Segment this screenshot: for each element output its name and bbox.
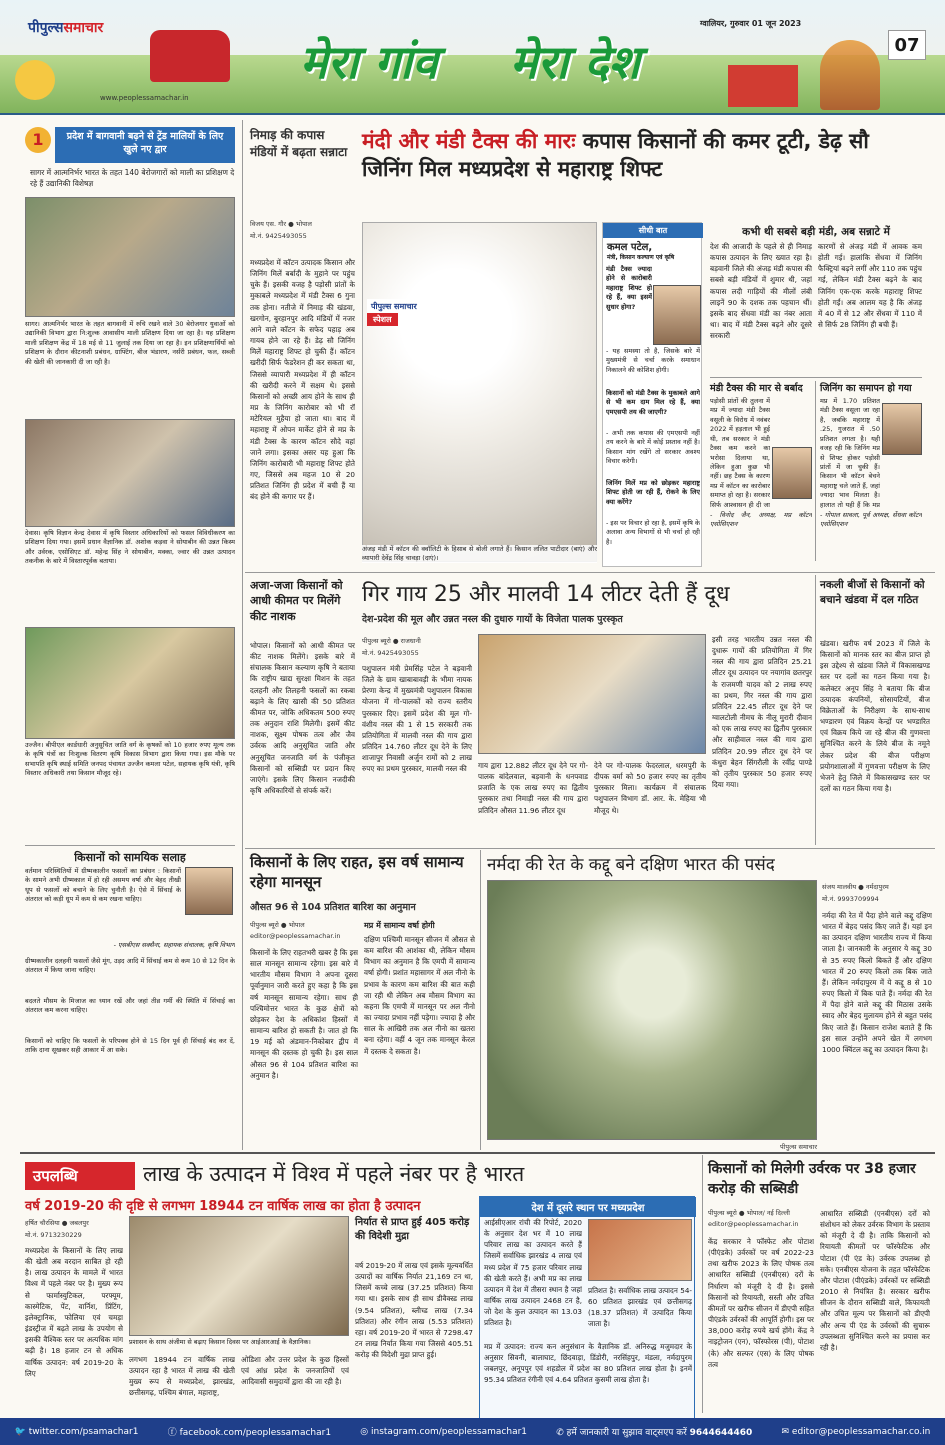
interview-answer: - अभी तक कपास की एमएसपी नहीं तय करने के बारे में कोई प्रस्ताव नहीं है। किसान मांग रखेंगे तो सरकार अवश्य विचार करेगी। <box>606 429 700 466</box>
nimad-mobile: मो.नं. 9425493055 <box>250 232 307 240</box>
twitter-link[interactable]: 🐦 twitter.com/psamachar1 <box>14 1426 139 1437</box>
cow-col2: गाय द्वारा 12.882 लीटर दूध देने पर गो-पालक बांदेलवाल, बड़वानी के धनपवाड प्रजाति के एक लाख रुपए का द्वितीय पुरस्कार तथा निमाड़ी नस्ल की गाय द्वारा प्रतिदिन औसत 11.96 लीटर दूध <box>478 761 588 815</box>
minister-mugshot <box>653 285 701 345</box>
cotton-mandi-photo <box>362 222 597 562</box>
lac-scientists-photo <box>129 1216 349 1336</box>
fertilizer-byline: पीपुल्स ब्यूरो ● भोपाल/ नई दिल्ली <box>708 1209 790 1217</box>
lead-headline-red: मंदी और मंडी टैक्स की मारः <box>362 129 576 153</box>
seed-fraud-body: खंडवा। खरीफ वर्ष 2023 में जिले के किसानों को मानक स्तर का बीज प्राप्त हो इस उद्देश्य से खंडवा जिले में विकासखण्ड स्तर पर दलों का गठन किया गया है। कलेक्टर अनूप सिंह ने बताया कि बीज उत्पादक कंपनियों, सोसायटियों, बीज विक्रेताओं के निरीक्षण के साथ-साथ भण्डारण एवं विक्रय केन्द्रों पर भण्डारित एवं विक्रय किये जा रहे बीज की गुणवत्ता सुनिश्चित करने के लिये बीज के नमूने लेकर प्रदेश की बीज परीक्षण प्रयोगशालाओं में गुणवत्ता परीक्षण के लिए भेजने हेतु जिले में विकासखण्ड स्तर पर दलों का गठन किया गया है। <box>820 639 930 794</box>
seed-fraud-headline: नकली बीजों से किसानों को बचाने खंडवा में दल गठित <box>820 579 925 606</box>
box2-title: जिनिंग का समापन हो गया <box>820 383 912 394</box>
cow-deck: देश-प्रदेश की मूल और उन्नत नस्ल की दुधारु गायों के विजेता पालक पुरस्कृत <box>362 614 623 625</box>
instagram-icon: ◎ <box>360 1426 371 1437</box>
photo-badge-brand: पीपुल्स समाचार <box>371 302 417 311</box>
advice-title: किसानों को सामयिक सलाह <box>74 851 186 864</box>
monsoon-subhead: मप्र में सामान्य वर्षा होगी <box>364 921 435 930</box>
facebook-link[interactable]: ⓕ facebook.com/peoplessamachar1 <box>167 1428 332 1438</box>
box2-body: मप्र में 1.70 प्रतिशत मंडी टैक्स वसूला जा रहा है, जबकि महाराष्ट्र में .25, गुजरात में .50 प्रतिशत लगता है। यही वजह रही कि जिनिंग मप्र से शिफ्ट होकर पड़ोसी प्रांतों में जा चुकी हैं। किसान भी कॉटन बेचने महाराष्ट्र चले जाते हैं, जहां ज्यादा भाव मिलता है। हालात तो यही हैं कि मप्र <box>820 397 880 509</box>
mp-ranking-title: देश में दूसरे स्थान पर मध्यप्रदेश <box>480 1197 696 1217</box>
cow-col4: इसी तरह भारतीय उन्नत नस्ल की दुधारू गायों की प्रतियोगिता में गिर नस्ल की गाय द्वारा प्रतिदिन 25.21 लीटर दूध उत्पादन पर नयागांव छतरपुर के राजमणी यादव को 2 लाख रुपए का प्रथम, गिर नस्ल की गाय द्वारा प्रतिदिन 22.45 लीटर दूध देने पर ग्वालटोली नीमच के नीलू मुरारी दीवान को एक लाख रुपए का द्वितीय पुरस्कार और साहीवाल नस्ल की गाय द्वारा प्रतिदिन 20.99 लीटर दूध देने पर कंधुरा बेहन सिंगरौली के रवींद्र पाण्डे को तृतीय पुरस्कार 50 हजार रुपए दिया गया। <box>712 635 812 790</box>
box2-credit: - गोपाल सावला, पूर्व अध्यक्ष, सेंधवा कॉटन एसोसिएशन <box>820 511 922 529</box>
cow-byline: पीपुल्स ब्यूरो ● राजधानी <box>362 637 421 645</box>
fertilizer-headline: किसानों को मिलेगी उर्वरक पर 38 हजार करोड़ की सब्सिडी <box>708 1161 916 1197</box>
export-subhead: निर्यात से प्राप्त हुई 405 करोड़ की विदेशी मुद्रा <box>355 1217 470 1242</box>
lac-byline: हर्षित चौरसिया ● जबलपुर <box>25 1219 89 1227</box>
photo-badge-tag: स्पेशल <box>367 313 398 326</box>
fertilizer-email[interactable]: editor@peoplessamachar.in <box>708 1220 799 1228</box>
box1-credit: - विनोद जैन, अध्यक्ष, मप्र कॉटन एसोसिएशन <box>710 511 812 529</box>
devas-training-photo <box>25 419 235 527</box>
tractor-illustration <box>150 30 230 82</box>
monsoon-deck: औसत 96 से 104 प्रतिशत बारिश का अनुमान <box>250 902 416 913</box>
barn-illustration <box>728 65 798 107</box>
mp-production-note: मप्र में उत्पादन: राज्य कन अनुसंधान के वैज्ञानिक डॉ. अनिरुद्ध मजुमदार के अनुसार सिवनी, बालाघाट, छिंदवाड़ा, डिंडोरी, नरसिंहपुर, मंडला, नर्मदापुरम जबलपुर, अनूपपुर एवं शहडोल में प्रदेश का 80 प्रतिशत लाख होता है। इनमें 95.34 प्रतिशत रंगीनी एवं 4.64 प्रतिशत कुसमी लाख होता है। <box>484 1342 692 1385</box>
gardening-trainees-photo <box>25 197 235 317</box>
mp-ranking-body2: प्रतिशत है। सर्वाधिक लाख उत्पादन 54-60 प्रतिशत झारखंड एवं छत्तीसगढ़ (18.37 प्रतिशत) में उत्पादित किया जाता है। <box>588 1286 692 1329</box>
lac-deck: वर्ष 2019-20 की दृष्टि से लगभग 18944 टन वार्षिक लाख का होता है उत्पादन <box>25 1199 421 1214</box>
lac-headline: लाख के उत्पादन में विश्व में पहले नंबर पर है भारत <box>143 1162 525 1186</box>
sun-logo-icon <box>15 60 55 100</box>
mp-ranking-body: आईसीएआर रांची की रिपोर्ट, 2020 के अनुसार देश भर में 10 लाख परिवार लाख का उत्पादन करते हैं जिसमें सर्वाधिक झारखंड 4 लाख एवं मध्य प्रदेश में 75 हजार परिवार लाख की खेती करते हैं। अभी मप्र का लाख उत्पादन में देश में तीसरा स्थान है जहां वार्षिक लाख उत्पादन 2468 टन है, जो देश के कुल उत्पादन का 13.03 प्रतिशत है। <box>484 1218 582 1328</box>
interview-box <box>602 222 702 567</box>
interview-answer: - यह समस्या तो है, जिसके बारे में मुख्यमंत्री से चर्चा करके समाधान निकालने की कोशिश होगी। <box>606 347 700 374</box>
ujjain-distribution-photo <box>25 627 235 739</box>
whatsapp-link[interactable]: ✆ हमें जानकारी या सुझाव वाट्सएप करें 9644644460 <box>556 1428 753 1438</box>
website-url[interactable]: www.peoplessamachar.in <box>100 94 189 102</box>
cow-col3: देने पर गो-पालक फेदरलाल, धरमपुरी के दीपक वर्मा को 50 हजार रुपए का तृतीय पुरस्कार मिला। कार्यक्रम में संचालक पशुपालन विभाग डॉ. आर. के. मेहिया भी मौजूद थे। <box>594 761 706 815</box>
pumpkin-harvest-photo <box>487 880 817 1140</box>
gardening-caption: सागर। आत्मनिर्भर भारत के तहत बागवानी में रुचि रखने वाले 30 बेरोजगार युवाओं को उद्यानिकी विभाग द्वारा नि:शुल्क आवासीय माली प्रशिक्षण दिया जा रहा है। यह प्रशिक्षण माली प्रशिक्षण केंद्र में 18 मई से 11 जुलाई तक दिया जा रहा है। इन प्रशिक्षणार्थियों को प्रशिक्षण के दौरान कीटनाशी प्रबंधन, ग्राफ्टिंग, बीज भंडारण, नर्सरी प्रबंधन, फल, सब्जी की खेती की जानकारी दी जा रही है। <box>25 320 235 366</box>
footer-bar <box>0 1418 945 1445</box>
lac-col1: मध्यप्रदेश के किसानों के लिए लाख की खेती अब वरदान साबित हो रही है। लाख उत्पादन के मामले में भारत विश्व में पहले नंबर पर है। मुख्य रूप से फार्मास्युटिकल, परफ्यूम, कास्मेटिक, पेंट, वार्निश, प्रिंटिंग, इलेक्ट्रानिक, फोलिया एवं चमड़ा इंडस्ट्रीज में बढ़ते लाख के उपयोग से इसकी वैश्विक स्तर पर अत्यधिक मांग बढ़ी है। 18 हजार टन से अधिक वार्षिक उत्पादन: वर्ष 2019-20 के लिए <box>25 1246 123 1378</box>
interview-answer: - इस पर विचार हो रहा है, इसमें कृषि के अलावा अन्य विभागों से भी चर्चा हो रही है। <box>606 519 700 546</box>
nimad-kicker: निमाड़ की कपास मंडियों में बढ़ता सन्नाटा <box>250 128 348 160</box>
item-number-badge: 1 <box>25 127 51 153</box>
lac-photo-caption: प्रशासन के साथ अंजीमा से बढ़ाए किसान दिवस पर आईआरआई के वैज्ञानिक। <box>129 1338 311 1346</box>
interview-question: किसानों को मंडी टैक्स के मुकाबले आगे से भी कम दाम मिल रहे हैं, क्या एमएसपी तय की जाएगी? <box>606 389 700 416</box>
export-body: वर्ष 2019-20 में लाख एवं इसके मूल्यवर्धित उत्पादों का वार्षिक निर्यात 21,169 टन था, जिसमें कच्चे लाख (37.25 प्रतिशत) किया गया था। इसके साथ ही साथ डीवैक्स्ड लाख (9.54 प्रतिशत), ब्लीच्ड लाख (7.34 प्रतिशत) और रंगीन लाख (5.53 प्रतिशत) रहा। वर्ष 2019-20 में भारत से 7298.47 टन लाख निर्यात किया गया जिससे 405.51 करोड़ की विदेशी मुद्रा प्राप्त हुई। <box>355 1261 473 1360</box>
lac-mobile: मो.नं. 9713230229 <box>25 1231 82 1239</box>
cow-award-photo <box>478 634 706 754</box>
field-illustration <box>0 55 945 115</box>
masthead-title-left: मेरा गांव <box>300 35 438 89</box>
monsoon-col1: किसानों के लिए राहतभरी खबर है कि इस साल मानसून सामान्य रहेगा। इस बारे में भारतीय मौसम विभाग ने अपना दूसरा पूर्वानुमान जारी करते हुए कहा है कि इस वर्ष मानसून सामान्य रहेगा। साथ ही पश्चिमोत्तर भारत के कुछ क्षेत्रों को छोड़कर देश के अधिकांश हिस्सों में सामान्य बारिश हो सकती है। जात हो कि 19 मई को अंडमान-निकोबार द्वीप में मानसून की दस्तक हो चुकी है। इस साल औसत 96 से 104 प्रतिशत बारिश का अनुमान है। <box>250 948 358 1080</box>
interview-role: मंत्री, किसान कल्याण एवं कृषि <box>607 254 675 261</box>
whatsapp-icon: ✆ <box>556 1428 567 1438</box>
box1-body: पड़ोसी प्रांतों की तुलना में मप्र में ज्यादा मंडी टैक्स वसूली के विरोध में नवंबर 2022 में हड़ताल भी हुई थी, तब सरकार ने मंडी टैक्स कम करने का भरोसा दिलाया था, लेकिन हुआ कुछ भी नहीं। छह टैक्स के कारण मप्र में कॉटन का कारोबार समाप्त हो रहा है। सरकार सिर्फ आश्वासन ही दी जा <box>710 397 770 509</box>
masthead-title-right: मेरा देश <box>510 35 640 89</box>
pesticide-body: भोपाल। किसानों को आधी कीमत पर कीट नाशक मिलेंगे। इसके बारे में संचालक किसान कल्याण कृषि ने बताया कि राष्ट्रीय खाद्य सुरक्षा मिशन के तहत दलहनी और तिलहनी फसलों का रकबा बढ़ाने के लिए खासी की 50 प्रतिशत कीमत पर, जोकि अधिकतम 500 रुपए तक अनुदान राशि मिलेगी। इसमें कीट नाशक, सूक्ष्म पोषक तत्व और जैव उर्वरक आदि अनुसूचित जाति और अनुसूचित जनजाति वर्ग के पंजीकृत किसानों को सब्सिडी पर प्रदान किए जाएंगे। इसके लिए किसान नजदीकी कृषि अधिकारियों से संपर्क करें। <box>250 641 355 796</box>
melon-mobile: मो.नं. 9993709994 <box>822 895 879 903</box>
melon-photo-credit: पीपुल्स समाचार <box>780 1143 817 1151</box>
cotton-photo-caption: अंजड़ मंडी में कॉटन की क्वॉलिटी के हिसाब से बोली लगाते हैं। किसान ललित पाटीदार (बाएं) और व्यापारी देवेंद्र सिंह चावड़ा (दाएं)। <box>362 545 597 563</box>
advice-point: बदलते मौसम के मिजाज का ध्यान रखें और जहां तीव्र गर्मी की स्थिति में सिंचाई का अंतराल कम करना चाहिए। <box>25 997 235 1015</box>
dateline: ग्वालियर, गुरुवार 01 जून 2023 <box>700 19 802 28</box>
nimad-byline: विजय एस. गौर ● भोपाल <box>250 220 312 228</box>
sidebar-title: कभी थी सबसे बड़ी मंडी, अब सन्नाटे में <box>742 226 890 238</box>
gardening-deck: सागर में आत्मनिर्भर भारत के तहत 140 बेरोजगारों को माली का प्रशिक्षण दे रहे हैं उद्यानिकी विशेषज्ञ <box>30 168 235 189</box>
interview-name: कमल पटेल, <box>607 242 653 253</box>
instagram-link[interactable]: ◎ instagram.com/peoplessamachar1 <box>360 1426 528 1437</box>
page-number: 07 <box>888 30 926 60</box>
facebook-icon: ⓕ <box>167 1428 180 1438</box>
sidebar-col2: कारणों से अंजड़ मंडी में आवक कम होती गई। हालांकि सेंधवा में जिनिंग फैक्ट्रियां बढ़ने लगीं और 110 तक पहुंच गई, लेकिन मंडी टैक्स बढ़ने के बाद जिनिंग एक-एक करके महाराष्ट्र शिफ्ट होती गईं। अब आलम यह है कि अंजड़ में 40 में से 12 और सेंधवा में 110 में से सिर्फ 28 जिनिंग ही बची हैं। <box>818 242 922 330</box>
advice-point: ग्रीष्मकालीन दलहनी फसलों जैसे मूंग, उड़द आदि में सिंचाई कम से कम 10 से 12 दिन के अंतराल में किया जाना चाहिए। <box>25 957 235 975</box>
interview-question: मंडी टैक्स ज्यादा होने से कारोबारी महाराष्ट्र शिफ्ट हो रहे हैं, क्या इसमें सुधार होगा? <box>606 265 652 311</box>
gardening-headline: प्रदेश में बागवानी बढ़ने से ट्रेंड मालियों के लिए खुले नए द्वार <box>55 127 235 163</box>
monsoon-headline: किसानों के लिए राहत, इस वर्ष सामान्य रहेगा मानसून <box>250 853 464 892</box>
interview-tag: सीधी बात <box>603 223 703 238</box>
monsoon-col2: दक्षिण पश्चिमी मानसून सीजन में औसत से कम बारिश की आशंका थी, लेकिन मौसम विभाग का अनुमान है कि एमपी में सामान्य वर्षा होगी। प्रशांत महासागर में अल नीनो के प्रभाव के कारण कम बारिश की बात कही जा रही थी लेकिन अब मौसम विभाग का कहना कि एमपी में मानसून पर अल नीनो का ज्यादा प्रभाव नहीं पड़ेगा। ज्यादा है और साल के आखिरी तक अल नीनो का खतरा बना रहेगा। वहीं 4 जून तक मानसून केरल में दस्तक दे सकता है। <box>364 935 475 1056</box>
gopal-sawla-mugshot <box>882 403 922 455</box>
photo-badge <box>367 299 421 314</box>
cow-col1: पशुपालन मंत्री प्रेमसिंह पटेल ने बड़वानी जिले के ग्राम खाबाबावड़ी के भीमा नायक प्रेरणा केन्द्र में मुख्यमंत्री पशुपालन विकास योजना में गो-पालकों को राज्य स्तरीय पुरस्कार दिए। इसमें प्रदेश की मूल गो-वंशीय नस्ल की 1 से 15 सरकारी तक प्रतियोगिता में मालवी नस्ल की गाय द्वारा प्रतिदिन 14.760 लीटर दूध देने के लिए शाजापुर निवासी अर्जुन रामों को 2 लाख रुपए का प्रथम पुरस्कार, मालवी नस्ल की <box>362 664 472 774</box>
pesticide-headline: अजा-जजा किसानों को आधी कीमत पर मिलेंगे कीट नाशक <box>250 579 343 623</box>
nimad-body: मध्यप्रदेश में कॉटन उत्पादक किसान और जिनिंग मिलें बर्बादी के मुहाने पर पहुंच चुके हैं। इसकी वजह है पड़ोसी प्रांतों के मुकाबले मध्यप्रदेश में मंडी टैक्स 6 गुना तक होना। नतीजे में निमाड़ की खंडवा, खरगोन, बुरहानपुर आदि मंडियों में नजर आने वाले कॉटन के सफेद पहाड़ अब गायब होने जा रहे हैं। डेढ़ सौ जिनिंग मिलें महाराष्ट्र शिफ्ट हो चुकी हैं। कॉटन खरीदी सिर्फ फेडरेशन ही कर सकता था, जिससे व्यापारी मध्यप्रदेश में ही कॉटन की खरीदी करने में सक्षम थे। इससे किसानों को अच्छी आय होने के साथ ही मप्र के जिनिंग कारोबार को भी रॉ मटेरियल मुहैया हो जाता था। बाद में महाराष्ट्र में ओपन मार्केट होने से मप्र के मंडी टैक्स के कारण कॉटन सौदे वहां जाने लगा। इसका असर यह हुआ कि जिनिंग कारोबारी भी महाराष्ट्र शिफ्ट होते गए, जिससे अब महज 10 से 20 प्रतिशत जिनिंग ही प्रदेश में बची हैं या बंद होने की कगार पर हैं। <box>250 258 355 502</box>
melon-body: नर्मदा की रेत में पैदा होने वाले कद्दू दक्षिण भारत में बेहद पसंद किए जाते हैं। यहां इन का उत्पादन दक्षिण भारतीय राज्य में किया जाता है। जानकारी के अनुसार ये कद्दू 30 से 35 रुपए किलो बिकते हैं और दक्षिण भारत में 20 रुपए किलो तक बिक जाते हैं। लेकिन नर्मदापुरम में ये कद्दू 8 से 10 रुपए किलो में बिक पाते हैं। नर्मदा की रेत में पैदा होने वाले कद्दू की मिठास उसके स्वाद और बेहद मुलायम होने से बहुत पसंद किए जाते हैं। किसान राजेश बताते हैं कि इस साल उन्होंने अपने खेत में लगभग 1000 क्विंटल कद्दू का उत्पादन किया है। <box>822 911 932 1054</box>
fertilizer-col2: आधारित सब्सिडी (एनबीएस) दरों को संशोधन को लेकर उर्वरक विभाग के प्रस्ताव को मंजूरी दे दी है। ताकि किसानों को रियायती कीमतों पर फॉस्फेटिक और पोटाश (पी एंड के) उर्वरक उपलब्ध हो सके। एनबीएस योजना के तहत फॉस्फेटिक और पोटाश (पीएंडके) उर्वरकों पर सब्सिडी 2010 से नियंत्रित है। सरकार खरीफ सीजन के दौरान सब्सिडी वाले, किफायती और उचित मूल्य पर किसानों को डीएपी और अन्य पी एंड के उर्वरकों की सुचारू उपलब्धता सुनिश्चित करने का प्रयास कर रही है। <box>820 1209 930 1352</box>
lac-resin-photo <box>588 1219 692 1281</box>
box1-title: मंडी टैक्स की मार से बर्बाद <box>710 383 803 394</box>
interview-question: जिनिंग मिलें मप्र को छोड़कर महाराष्ट्र शिफ्ट होती जा रही हैं, रोकने के लिए क्या करेंगे? <box>606 479 700 506</box>
official-mugshot <box>185 867 233 915</box>
monsoon-email[interactable]: editor@peoplessamachar.in <box>250 932 341 940</box>
monsoon-byline: पीपुल्स ब्यूरो ● भोपाल <box>250 921 305 929</box>
lac-col3: ओडिशा और उत्तर प्रदेश के कुछ हिस्सों एवं आंध्र प्रदेश के जनजातियों एवं आदिवासी समुदायों द्वारा की जा रही है। <box>241 1355 349 1387</box>
advice-credit: - एसबीएस सक्सैना, सहायक संचालक, कृषि विभाग <box>113 941 235 949</box>
email-icon: ✉ <box>781 1426 792 1437</box>
melon-byline: संजय मालवीय ● नर्मदापुरम <box>822 883 889 891</box>
villagers-illustration <box>820 40 880 110</box>
email-link[interactable]: ✉ editor@peoplessamachar.co.in <box>781 1426 931 1437</box>
twitter-icon: 🐦 <box>14 1426 29 1437</box>
advice-point: किसानों को चाहिए कि फसलों के परिपक्व होने से 15 दिन पूर्व ही सिंचाई बंद कर दें, ताकि दाना सूखकर सही आकार में आ सके। <box>25 1037 235 1055</box>
achievement-tag: उपलब्धि <box>25 1162 135 1190</box>
ujjain-caption: उज्जैन। बीपीएल कार्डधारी अनुसूचित जाति वर्ग के कृषकों को 10 हजार रुपए मूल्य तक के कृषि यंत्रों का निःशुल्क वितरण कृषि विकास विभाग द्वारा किया गया। इस मौके पर सभापति कृषि स्थाई समिति जनपद पंचायत उज्जैन कमला पटेल, सहायक कृषि यंत्री, कृषि विस्तार अधिकारी तथा किसान मौजूद रहे। <box>25 741 235 778</box>
vinod-jain-mugshot <box>772 447 812 499</box>
mp-ranking-box <box>479 1196 695 1420</box>
brand-logo: पीपुल्ससमाचार <box>28 20 104 36</box>
devas-caption: देवास। कृषि विज्ञान केन्द्र देवास में कृषि विस्तार अधिकारियों को फसल विविधीकरण का प्रशिक्षण दिया गया। इसमें प्रधान वैज्ञानिक डॉ. अशोक कड़वा ने सोयाबीन की उन्नत किस्म और उर्वरक, एसोसिएट डॉ. महेन्द्र सिंह ने सोयाबीन, मक्का, ज्वार की उन्नत उत्पादन तकनीक के बारे में विस्तारपूर्वक बताया। <box>25 529 235 566</box>
fertilizer-col1: केंद्र सरकार ने फॉस्फेट और पोटाश (पीएंडके) उर्वरकों पर वर्ष 2022-23 तथा खरीफ 2023 के लिए पोषक तत्व आधारित सब्सिडी (एनबीएस) दरों के निर्धारण को मंजूरी दे दी है। इससे किसानों को रियायती, सस्ती और उचित कीमतों पर खरीफ सीजन में डीएपी सहित पीएंडके उर्वरकों की आपूर्ति होगी। इस पर 38,000 करोड़ रुपये खर्च होंगे। केंद्र ने नाइट्रोजन (एन), फॉस्फोरस (पी), पोटाश (के) और सल्फर (एस) के लिए पोषक तत्व <box>708 1237 814 1369</box>
lead-headline <box>362 127 922 184</box>
melon-headline: नर्मदा की रेत के कद्दू बने दक्षिण भारत की पसंद <box>487 855 775 875</box>
cow-headline: गिर गाय 25 और मालवी 14 लीटर देती हैं दूध <box>362 582 730 607</box>
cow-mobile: मो.नं. 9425493055 <box>362 649 419 657</box>
lead-headline-main: कपास किसानों की कमर टूटी, डेढ़ सौ जिनिंग मिल मध्यप्रदेश से महाराष्ट्र शिफ्ट <box>362 129 869 182</box>
lac-col2: लगभग 18944 टन वार्षिक लाख उत्पादन रहा है भारत में लाख की खेती मुख्य रूप से मध्यप्रदेश, झारखंड, छत्तीसगढ़, पश्चिम बंगाल, महाराष्ट्र, <box>129 1355 235 1398</box>
sidebar-col1: देश की आजादी के पहले से ही निमाड़ कपास उत्पादन के लिए ख्यात रहा है। बड़वानी जिले की अंजड़ मंडी कपास की सबसे बड़ी मंडियों में शुमार थी, जहां कपास लदी गाड़ियों की मीलों लंबी लाइनें 90 के दशक तक पहचान थीं। इसके बाद सेंधवा मंडी का नंबर आता था। बाद में मंडी टैक्स बढ़ने और दूसरे सरकारी <box>710 242 812 341</box>
advice-intro: वर्तमान परिस्थितियों में ग्रीष्मकालीन फसलों का प्रबंधन : किसानों के सामने अभी ग्रीष्मकाल में हो रही असमय वर्षा और बेहद तीखी धूप से फसलों को बचाने के लिए चुनौती है। ऐसे में सिंचाई के अंतराल को कड़ी धूप में कम से कम रखना चाहिए। <box>25 867 181 904</box>
